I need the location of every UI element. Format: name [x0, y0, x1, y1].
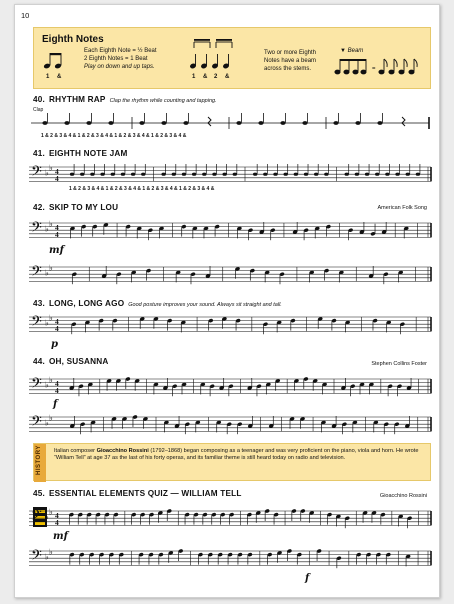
beam-text-1: Two or more Eighth — [264, 50, 317, 56]
note-head — [416, 173, 420, 176]
note-head — [273, 173, 277, 176]
note-head — [385, 173, 389, 176]
note-head — [139, 121, 144, 125]
bass-clef-icon: 𝄢 — [31, 375, 42, 396]
note-head — [355, 121, 360, 125]
note-head — [100, 173, 104, 176]
note-head — [141, 173, 145, 176]
exercise-42-composer: American Folk Song — [377, 205, 427, 211]
flat-icon: ♭ — [49, 163, 53, 173]
note-head — [333, 121, 338, 125]
flat-icon: ♭ — [49, 547, 53, 557]
flat-icon: ♭ — [45, 380, 49, 390]
time-signature-top: 4 — [55, 222, 59, 232]
exercise-45-composer: Gioacchino Rossini — [379, 493, 427, 499]
note-head — [302, 121, 307, 125]
beam-label-text: Beam — [347, 48, 364, 54]
exercise-41-title — [33, 149, 128, 158]
exercise-41-number: 41. — [33, 149, 45, 158]
note-head — [365, 173, 369, 176]
exercise-43-name: LONG, LONG AGO — [48, 299, 125, 308]
bass-clef-icon: 𝄢 — [31, 507, 42, 528]
flat-icon: ♭ — [45, 168, 49, 178]
flat-icon: ♭ — [45, 418, 49, 428]
beamed-notes-graphic — [334, 56, 430, 78]
note-head — [406, 173, 410, 176]
exercise-44-name: OH, SUSANNA — [48, 357, 109, 366]
exercise-43-instruction: Good posture improves your sound. Always sit straight and tall. — [128, 302, 282, 308]
tap-notes-graphic — [190, 34, 236, 72]
beam-text-2: Notes have a beam — [264, 58, 317, 64]
note-head — [345, 173, 349, 176]
note-head — [212, 173, 216, 176]
clap-label: Clap — [33, 107, 44, 113]
music-staff-44-line-2 — [29, 411, 433, 445]
exercise-43-number: 43. — [33, 299, 45, 308]
beam-text-3: across the stems. — [264, 66, 312, 72]
history-label: HISTORY — [36, 445, 42, 475]
note-head — [70, 173, 74, 176]
time-signature-bottom: 4 — [55, 230, 59, 240]
exercise-44-composer: Stephen Collins Foster — [371, 361, 427, 367]
flat-icon: ♭ — [45, 318, 49, 328]
exercise-45-title — [33, 489, 242, 498]
music-staff-42-line-2 — [29, 261, 433, 295]
flat-icon: ♭ — [45, 512, 49, 522]
note-head — [111, 173, 115, 176]
flat-icon: ♭ — [49, 219, 53, 229]
flat-icon: ♭ — [49, 263, 53, 273]
note-head — [236, 121, 241, 125]
time-signature-top: 4 — [55, 166, 59, 176]
time-signature-top: 4 — [55, 316, 59, 326]
music-staff-44-line-1 — [29, 373, 433, 407]
note-head — [324, 173, 328, 176]
time-signature-bottom: 4 — [55, 324, 59, 334]
quarter-rest — [208, 117, 211, 126]
note-head — [131, 173, 135, 176]
exercise-44-number: 44. — [33, 357, 45, 366]
history-text-intro: Italian composer — [54, 448, 97, 454]
exercise-42-title — [33, 203, 118, 212]
note-head — [304, 173, 308, 176]
note-head — [294, 173, 298, 176]
equals-sign: = — [372, 66, 376, 72]
note-head — [80, 173, 84, 176]
count-row-40: 1 & 2 & 3 & 4 & 1 & 2 & 3 & 4 & 1 & 2 & 3 & 4 & 1 & 2 & 3 & 4 & — [41, 133, 187, 139]
note-head — [182, 173, 186, 176]
dynamic-mf-42: mf — [49, 245, 64, 256]
rhythm-staff-40 — [29, 109, 433, 133]
time-signature-bottom: 4 — [55, 174, 59, 184]
note-head — [183, 121, 188, 125]
flat-icon: ♭ — [45, 224, 49, 234]
info-line-3: Play on down and up taps. — [84, 64, 155, 70]
bass-clef-icon: 𝄢 — [31, 413, 42, 434]
flat-icon: ♭ — [49, 507, 53, 517]
note-head — [121, 173, 125, 176]
tap-count-2: 2 — [214, 74, 218, 80]
info-box-title: Eighth Notes — [42, 34, 104, 45]
info-note-label-1: 1 — [46, 74, 50, 80]
exercise-45-name: ESSENTIAL ELEMENTS QUIZ — WILLIAM TELL — [48, 489, 242, 498]
note-head — [192, 173, 196, 176]
history-box — [33, 443, 431, 481]
music-staff-45-line-2 — [29, 545, 433, 579]
note-head — [86, 121, 91, 125]
note-head — [172, 173, 176, 176]
exercise-42-name: SKIP TO MY LOU — [48, 203, 119, 212]
time-signature-top: 4 — [55, 510, 59, 520]
dynamic-f-44: f — [53, 399, 58, 410]
note-head — [375, 173, 379, 176]
page-number: 10 — [21, 11, 30, 20]
bass-clef-icon: 𝄢 — [31, 219, 42, 240]
flat-icon: ♭ — [45, 268, 49, 278]
note-head — [64, 121, 69, 125]
exercise-40-title — [33, 95, 217, 104]
quarter-rest — [402, 117, 405, 126]
info-line-2: 2 Eighth Notes = 1 Beat — [84, 56, 148, 62]
note-head — [161, 121, 166, 125]
exercise-44-title — [33, 357, 109, 366]
note-head — [90, 173, 94, 176]
history-text-body: (1792–1868) began composing as a teenager and was very proficient on the piano, viola and horn. He wrote “William Tell” at age 37 as the last of his forty operas, and its familiar theme is still heard today on radio and television. — [54, 448, 419, 462]
note-head — [222, 173, 226, 176]
note-head — [355, 173, 359, 176]
music-staff-43 — [29, 311, 433, 345]
note-head — [395, 173, 399, 176]
tap-count-1: 1 — [192, 74, 196, 80]
note-head — [280, 121, 285, 125]
exercise-40-instruction: Clap the rhythm while counting and tapping. — [109, 98, 217, 104]
music-staff-42-line-1 — [29, 217, 433, 251]
note-head — [233, 173, 237, 176]
time-signature-bottom: 4 — [55, 518, 59, 528]
dynamic-mf-45: mf — [53, 531, 68, 542]
eighth-notes-info-box — [33, 27, 431, 89]
note-head — [202, 173, 206, 176]
note-head — [377, 121, 382, 125]
time-signature-bottom: 4 — [55, 386, 59, 396]
note-head — [314, 173, 318, 176]
history-composer-name: Gioacchino Rossini — [96, 448, 149, 454]
exercise-40-name: RHYTHM RAP — [48, 95, 106, 104]
note-head — [108, 121, 113, 125]
beam-label: ▼ Beam — [340, 48, 364, 54]
note-head — [258, 121, 263, 125]
history-tab — [34, 444, 46, 482]
note-head — [161, 173, 165, 176]
count-row-41: 1 & 2 & 3 & 4 & 1 & 2 & 3 & 4 & 1 & 2 & 3 & 4 & 1 & 2 & 3 & 4 & — [69, 186, 215, 192]
tap-count-and-2: & — [225, 74, 230, 80]
exercise-43-title — [33, 299, 282, 308]
info-line-1: Each Eighth Note = ½ Beat — [84, 48, 157, 54]
music-staff-45-line-1 — [29, 505, 433, 539]
exercise-40-number: 40. — [33, 95, 45, 104]
exercise-45-number: 45. — [33, 489, 45, 498]
flat-icon: ♭ — [49, 313, 53, 323]
note-head — [253, 173, 257, 176]
exercise-41-name: EIGHTH NOTE JAM — [48, 149, 128, 158]
eighth-notes-pair-graphic — [42, 50, 64, 72]
history-text — [54, 448, 426, 462]
tap-count-and-1: & — [203, 74, 208, 80]
bass-clef-icon: 𝄢 — [31, 263, 42, 284]
bass-clef-icon: 𝄢 — [31, 547, 42, 568]
time-signature-top: 4 — [55, 378, 59, 388]
note-head — [263, 173, 267, 176]
bass-clef-icon: 𝄢 — [31, 163, 42, 184]
flat-icon: ♭ — [49, 375, 53, 385]
bass-clef-icon: 𝄢 — [31, 313, 42, 334]
info-note-label-2: & — [57, 74, 62, 80]
flat-icon: ♭ — [49, 413, 53, 423]
exercise-42-number: 42. — [33, 203, 45, 212]
dynamic-p-43: p — [51, 339, 58, 350]
flat-icon: ♭ — [45, 552, 49, 562]
dynamic-f-45: f — [305, 573, 310, 584]
note-head — [283, 173, 287, 176]
method-book-page — [14, 4, 440, 598]
note-head — [42, 121, 47, 125]
